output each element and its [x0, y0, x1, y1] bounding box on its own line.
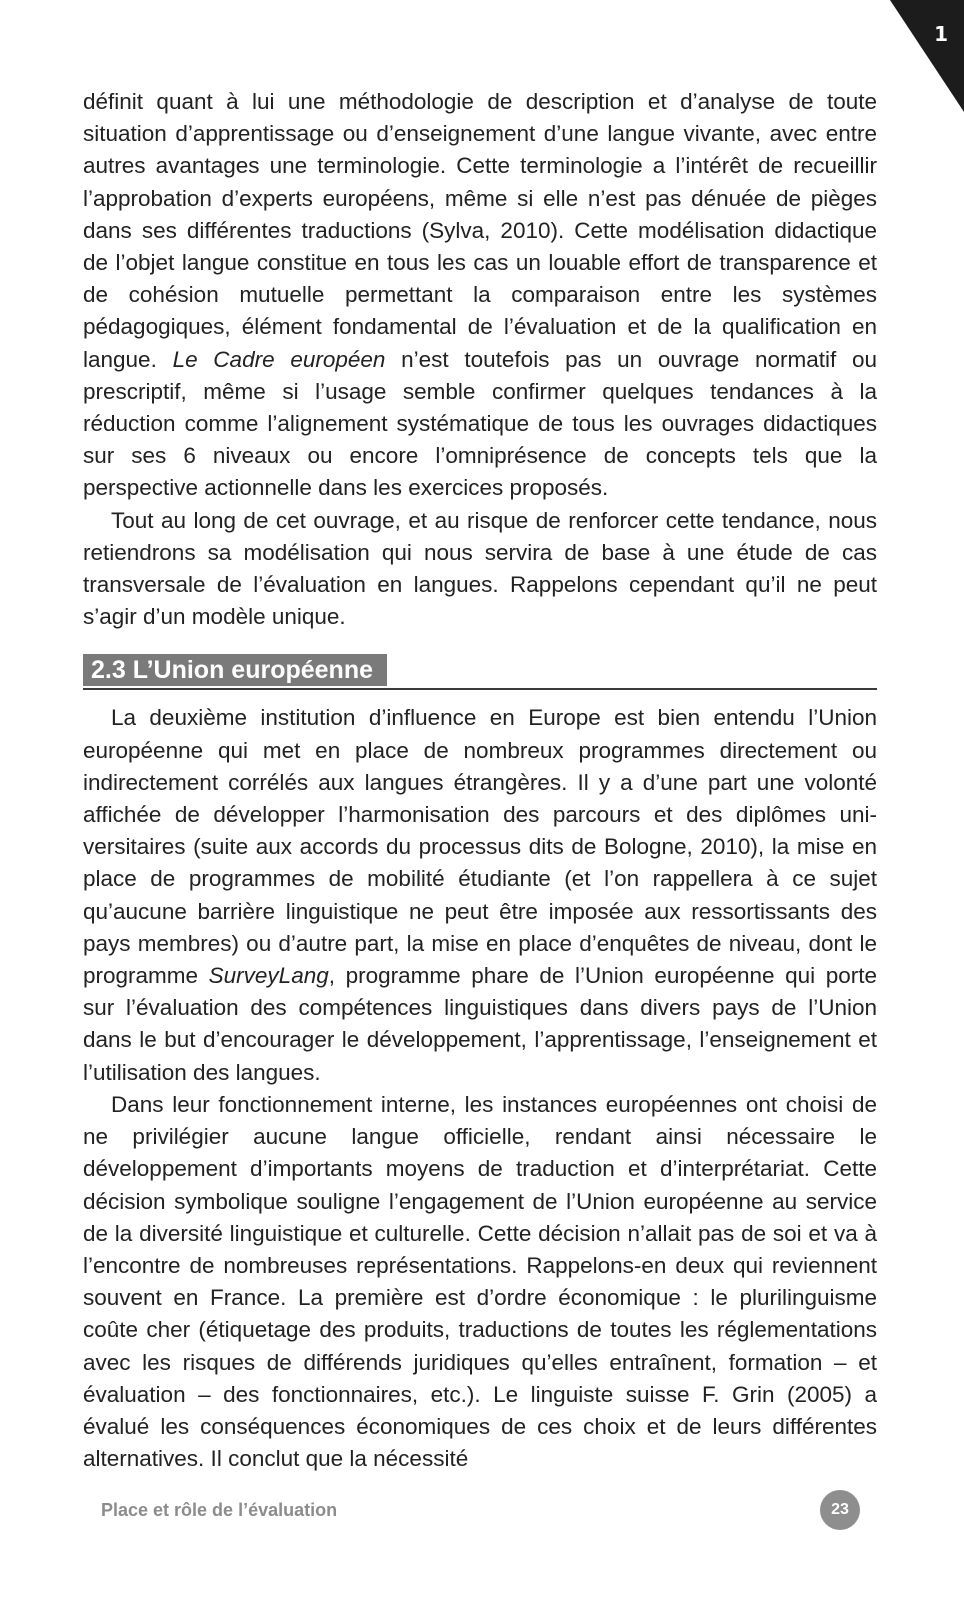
italic-title-surveylang: SurveyLang: [208, 963, 329, 989]
chapter-corner-tab: [890, 0, 964, 112]
section-heading-label: 2.3 L’Union européenne: [83, 654, 387, 686]
paragraph-tout-au-long: Tout au long de cet ouvrage, et au risque de renforcer cette tendance, nous retiendrons sa modélisation qui nous servira de base à une étude de cas transversale de l’évaluation en langues. Rappelons cependant qu’il ne peut s’agir d’un modèle unique.: [83, 507, 877, 630]
paragraph-text-end: n’est toutefois pas un ouvrage normatif ou prescriptif, même si l’usage semble confirmer quelques tendances à la réduction comme l’alignement systématique de tous les ouvrages didactiques sur ses 6 niveaux ou encore l’omniprésence de concepts tels que la perspective actionnelle dans les exercices proposés.: [83, 346, 877, 501]
footer-book-title: Place et rôle de l’évaluation: [101, 1500, 338, 1520]
paragraph-cadre-europeen: [83, 86, 877, 505]
chapter-number: 1: [934, 22, 948, 46]
paragraph-text: La deuxième institution d’influence en Europe est bien entendu l’Union européenne qui met en place de nombreux programmes directement ou indirectement corrélés aux langues étrangères. Il y a d’une part une volonté affichée de développer l’harmonisation des parcours et des diplômes universitaires (suite aux accords du processus dits de Bologne, 2010), la mise en place de programmes de mobilité étudiante (et l’on rappellera à ce sujet qu’aucune barrière linguistique ne peut être imposée aux ressortissants des pays membres) ou d’autre part, la mise en place d’enquêtes de niveau, dont le programme: [83, 705, 877, 989]
page-footer: [0, 1488, 964, 1538]
italic-title-cadre-europeen: Le Cadre européen: [172, 346, 386, 372]
paragraph-fonctionnement-interne: Dans leur fonctionnement interne, les instances européennes ont choisi de ne privilégier aucune langue officielle, rendant ainsi nécessaire le développement d’importants moyens de traduction et d’interprétariat. Cette décision symbolique souligne l’engagement de l’Union européenne au service de la diversité linguistique et culturelle. Cette décision n’allait pas de soi et va à l’encontre de nombreuses représentations. Rappelons-en deux qui reviennent souvent en France. La première est d’ordre économique : le plurilinguisme coûte cher (étiquetage des produits, traductions de toutes les réglementations avec les risques de différends juridiques qu’elles entraînent, formation – et évaluation – des fonctionnaires, etc.). Le linguiste suisse F. Grin (2005) a évalué les conséquences économiques de ces choix et de leurs différentes alternatives. Il conclut que la nécessité: [83, 1091, 877, 1472]
paragraph-text: définit quant à lui une méthodologie de description et d’analyse de toute situation d’apprentissage ou d’enseignement d’une langue vivante, avec entre autres avantages une terminologie. Cette terminologie a l’intérêt de recueillir l’approbation d’experts européens, même si elle n’est pas dénuée de pièges dans ses différentes traductions (Sylva, 2010). Cette modélisation didactique de l’objet langue constitue en tous les cas un louable effort de transparence et de cohésion mutuelle permettant la comparaison entre les systèmes pédagogiques, élément fondamental de l’évaluation et de la qualification en langue.: [83, 89, 877, 372]
paragraph-deuxieme-institution: [83, 702, 877, 1088]
page-body: [83, 86, 877, 1475]
section-heading: [83, 654, 877, 690]
paragraph-text-end: , programme phare de l’Union européenne qui porte sur l’évaluation des compétences linguistiques dans divers pays de l’Union dans le but d’encourager le développement, l’apprentissage, l’enseignement et l’utilisation des langues.: [83, 963, 877, 1085]
page-number-badge: 23: [820, 1490, 860, 1530]
